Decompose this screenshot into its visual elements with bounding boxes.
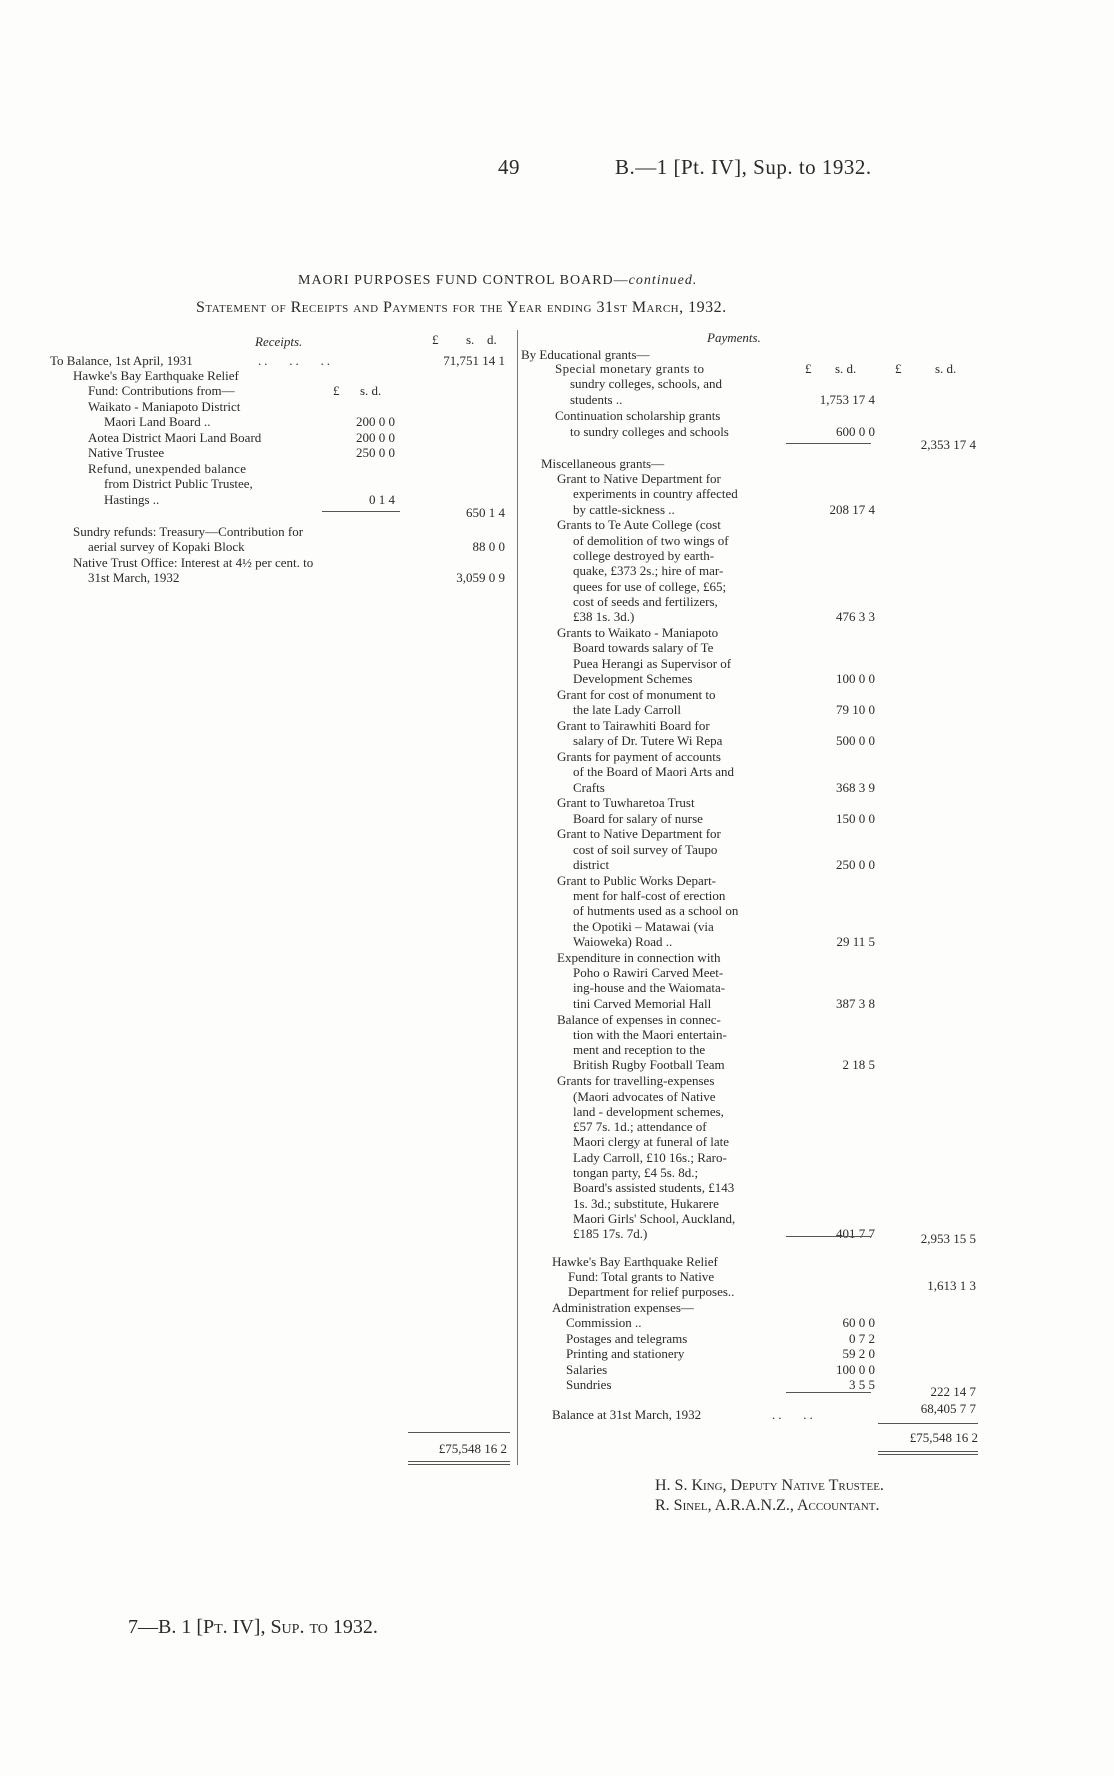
- misc-grant-11-line-9: Maori Girls' School, Auckland,: [573, 1211, 736, 1226]
- payments-special-line2: sundry colleges, schools, and: [570, 376, 723, 391]
- receipts-sundry-amount: 88 0 0: [472, 539, 505, 554]
- document-reference: B.—1 [Pt. IV], Sup. to 1932.: [615, 155, 872, 179]
- payments-edu-rule: [786, 443, 871, 444]
- payments-total-rule-bottom1: [878, 1451, 978, 1452]
- misc-grant-11-line-4: Maori clergy at funeral of late: [573, 1134, 730, 1149]
- receipts-sundry-line1: Sundry refunds: Treasury—Contribution for: [73, 524, 304, 539]
- payments-misc-rule: [786, 1236, 871, 1237]
- misc-grant-3-amount: 79 10 0: [836, 702, 875, 717]
- admin-item-3-amount: 100 0 0: [836, 1362, 875, 1377]
- title-main: MAORI PURPOSES FUND CONTROL BOARD—: [298, 273, 629, 288]
- misc-grant-5-amount: 368 3 9: [836, 780, 875, 795]
- misc-grant-1-amount: 476 3 3: [836, 609, 875, 624]
- payments-col-sd: s. d.: [835, 361, 857, 376]
- payments-cont-line2: to sundry colleges and schools: [570, 424, 729, 439]
- misc-grant-6-amount: 150 0 0: [836, 811, 875, 826]
- misc-grant-8-line-3: the Opotiki – Matawai (via: [573, 919, 714, 934]
- payments-col-sd2: s. d.: [935, 361, 957, 376]
- signature-line-1: H. S. King, Deputy Native Trustee.: [655, 1477, 884, 1494]
- receipts-waikato-amount: 200 0 0: [356, 414, 395, 429]
- receipts-balance-label: To Balance, 1st April, 1931: [50, 353, 193, 368]
- receipts-refund-line1: Refund, unexpended balance: [88, 461, 247, 476]
- misc-grant-2-line-2: Puea Herangi as Supervisor of: [573, 656, 732, 671]
- receipts-hawkes-line2: Fund: Contributions from—: [88, 383, 235, 398]
- receipts-col-s: s.: [466, 332, 475, 347]
- misc-grant-11-line-3: £57 7s. 1d.; attendance of: [573, 1119, 707, 1134]
- payments-hawkes-line2: Fund: Total grants to Native: [568, 1269, 715, 1284]
- receipts-trust-line1: Native Trust Office: Interest at 4½ per cent. to: [73, 555, 314, 570]
- page-number: 49: [498, 155, 520, 179]
- misc-grant-2-line-3: Development Schemes: [573, 671, 693, 686]
- misc-grant-7-line-0: Grant to Native Department for: [557, 826, 721, 841]
- admin-item-0-label: Commission ..: [566, 1315, 642, 1330]
- admin-item-0-amount: 60 0 0: [842, 1315, 875, 1330]
- receipts-native-trustee-amount: 250 0 0: [356, 445, 395, 460]
- misc-grant-4-amount: 500 0 0: [836, 733, 875, 748]
- document-title: [298, 273, 697, 289]
- payments-col-pound: £: [805, 361, 812, 376]
- receipts-refund-line2: from District Public Trustee,: [104, 476, 253, 491]
- misc-grant-10-line-2: ment and reception to the: [573, 1042, 706, 1057]
- payments-balance-amount: 68,405 7 7: [920, 1401, 976, 1416]
- misc-grant-1-line-4: quees for use of college, £65;: [573, 579, 727, 594]
- admin-item-4-amount: 3 5 5: [849, 1377, 875, 1392]
- receipts-total-rule-bottom1: [408, 1461, 510, 1462]
- admin-item-1-label: Postages and telegrams: [566, 1331, 688, 1346]
- payments-hawkes-amount: 1,613 1 3: [927, 1278, 976, 1293]
- payments-hawkes-line3: Department for relief purposes..: [568, 1284, 735, 1299]
- receipts-waikato-line2: Maori Land Board ..: [104, 414, 211, 429]
- payments-special-line3: students ..: [570, 392, 623, 407]
- payments-total-rule-bottom2: [878, 1454, 978, 1455]
- misc-grant-7-line-2: district: [573, 857, 610, 872]
- misc-grant-11-line-5: Lady Carroll, £10 16s.; Raro-: [573, 1150, 727, 1165]
- receipts-total-rule-top: [408, 1432, 510, 1433]
- payments-admin-heading: Administration expenses—: [552, 1300, 694, 1315]
- receipts-hawkes-line1: Hawke's Bay Earthquake Relief: [73, 368, 239, 383]
- misc-grant-11-line-2: land - development schemes,: [573, 1104, 724, 1119]
- receipts-hawkes-total: 650 1 4: [466, 505, 505, 520]
- misc-grant-11-line-6: tongan party, £4 5s. 8d.;: [573, 1165, 699, 1180]
- misc-grant-11-line-1: (Maori advocates of Native: [573, 1089, 716, 1104]
- receipts-sub-col-sd: s. d.: [360, 383, 382, 398]
- misc-grant-8-line-1: ment for half-cost of erection: [573, 888, 726, 903]
- misc-grant-0-amount: 208 17 4: [829, 502, 875, 517]
- receipts-refund-line3: Hastings ..: [104, 492, 160, 507]
- payments-grand-total: £75,548 16 2: [909, 1430, 978, 1445]
- receipts-grand-total: £75,548 16 2: [438, 1441, 507, 1456]
- payments-misc-total: 2,953 15 5: [920, 1231, 976, 1246]
- misc-grant-11-line-10: £185 17s. 7d.): [573, 1226, 648, 1241]
- misc-grant-4-line-0: Grant to Tairawhiti Board for: [557, 718, 710, 733]
- misc-grant-5-line-1: of the Board of Maori Arts and: [573, 764, 735, 779]
- misc-grant-10-line-3: British Rugby Football Team: [573, 1057, 725, 1072]
- payments-cont-line1: Continuation scholarship grants: [555, 408, 721, 423]
- misc-grant-7-amount: 250 0 0: [836, 857, 875, 872]
- misc-grant-8-line-0: Grant to Public Works Depart-: [557, 873, 717, 888]
- misc-grant-5-line-0: Grants for payment of accounts: [557, 749, 721, 764]
- misc-grant-1-line-1: of demolition of two wings of: [573, 533, 729, 548]
- receipts-sundry-line2: aerial survey of Kopaki Block: [88, 539, 245, 554]
- receipts-col-pound: £: [432, 332, 439, 347]
- receipts-refund-amount: 0 1 4: [369, 492, 395, 507]
- payments-col-pound2: £: [895, 361, 902, 376]
- misc-grant-2-amount: 100 0 0: [836, 671, 875, 686]
- receipts-col-d: d.: [487, 332, 497, 347]
- misc-grant-5-line-2: Crafts: [573, 780, 605, 795]
- misc-grant-0-line-0: Grant to Native Department for: [557, 471, 721, 486]
- misc-grant-8-amount: 29 11 5: [836, 934, 875, 949]
- receipts-sub-rule: [322, 511, 400, 512]
- misc-grant-0-line-2: by cattle-sickness ..: [573, 502, 675, 517]
- receipts-aotea-amount: 200 0 0: [356, 430, 395, 445]
- misc-grant-2-line-1: Board towards salary of Te: [573, 640, 714, 655]
- admin-item-3-label: Salaries: [566, 1362, 608, 1377]
- admin-item-1-amount: 0 7 2: [849, 1331, 875, 1346]
- payments-cont-amount: 600 0 0: [836, 424, 875, 439]
- column-divider: [517, 330, 518, 1465]
- admin-item-2-amount: 59 2 0: [842, 1346, 875, 1361]
- receipts-sub-col-pound: £: [333, 383, 340, 398]
- admin-item-4-label: Sundries: [566, 1377, 612, 1392]
- receipts-trust-line2: 31st March, 1932: [88, 570, 180, 585]
- payments-total-rule-top: [878, 1423, 978, 1424]
- receipts-total-rule-bottom2: [408, 1464, 510, 1465]
- footer-reference: 7—B. 1 [Pt. IV], Sup. to 1932.: [128, 1616, 378, 1638]
- payments-special-amount: 1,753 17 4: [819, 392, 875, 407]
- signature-line-2: R. Sinel, A.R.A.N.Z., Accountant.: [655, 1497, 880, 1514]
- payments-hawkes-line1: Hawke's Bay Earthquake Relief: [552, 1254, 718, 1269]
- receipts-heading: Receipts.: [255, 334, 303, 349]
- payments-heading: Payments.: [707, 330, 761, 345]
- misc-grant-6-line-0: Grant to Tuwharetoa Trust: [557, 795, 695, 810]
- misc-grant-1-line-5: cost of seeds and fertilizers,: [573, 594, 718, 609]
- payments-balance-label: Balance at 31st March, 1932: [552, 1407, 702, 1422]
- misc-grant-1-line-6: £38 1s. 3d.): [573, 609, 635, 624]
- payments-edu-heading: By Educational grants—: [521, 347, 650, 362]
- statement-subtitle: Statement of Receipts and Payments for the Year ending 31st March, 1932.: [196, 299, 727, 316]
- misc-grant-9-line-1: Poho o Rawiri Carved Meet-: [573, 965, 724, 980]
- payments-edu-total: 2,353 17 4: [920, 437, 976, 452]
- misc-grant-10-line-0: Balance of expenses in connec-: [557, 1012, 721, 1027]
- payments-admin-rule: [786, 1392, 871, 1393]
- misc-grant-10-line-1: tion with the Maori entertain-: [573, 1027, 727, 1042]
- misc-grant-7-line-1: cost of soil survey of Taupo: [573, 842, 718, 857]
- misc-grant-1-line-2: college destroyed by earth-: [573, 548, 715, 563]
- title-continued: continued.: [628, 273, 698, 288]
- misc-grant-8-line-4: Waioweka) Road ..: [573, 934, 673, 949]
- receipts-balance-amount: 71,751 14 1: [443, 353, 505, 368]
- misc-grant-8-line-2: of hutments used as a school on: [573, 903, 739, 918]
- misc-grant-6-line-1: Board for salary of nurse: [573, 811, 703, 826]
- misc-grant-0-line-1: experiments in country affected: [573, 486, 738, 501]
- misc-grant-1-line-3: quake, £373 2s.; hire of mar-: [573, 563, 724, 578]
- misc-grant-2-line-0: Grants to Waikato - Maniapoto: [557, 625, 719, 640]
- receipts-waikato-line1: Waikato - Maniapoto District: [88, 399, 241, 414]
- misc-grant-1-line-0: Grants to Te Aute College (cost: [557, 517, 721, 532]
- misc-grant-11-line-8: 1s. 3d.; substitute, Hukarere: [573, 1196, 719, 1211]
- receipts-trust-amount: 3,059 0 9: [456, 570, 505, 585]
- admin-item-2-label: Printing and stationery: [566, 1346, 685, 1361]
- receipts-aotea-label: Aotea District Maori Land Board: [88, 430, 262, 445]
- payments-admin-total: 222 14 7: [930, 1384, 976, 1399]
- misc-grant-3-line-0: Grant for cost of monument to: [557, 687, 716, 702]
- misc-grant-11-line-7: Board's assisted students, £143: [573, 1180, 735, 1195]
- misc-grant-9-line-3: tini Carved Memorial Hall: [573, 996, 712, 1011]
- misc-grant-10-amount: 2 18 5: [842, 1057, 875, 1072]
- misc-grant-3-line-1: the late Lady Carroll: [573, 702, 681, 717]
- misc-grant-4-line-1: salary of Dr. Tutere Wi Repa: [573, 733, 723, 748]
- payments-special-line1: Special monetary grants to: [555, 361, 705, 376]
- payments-misc-heading: Miscellaneous grants—: [541, 456, 665, 471]
- misc-grant-11-amount: 401 7 7: [836, 1226, 875, 1241]
- misc-grant-11-line-0: Grants for travelling-expenses: [557, 1073, 715, 1088]
- misc-grant-9-amount: 387 3 8: [836, 996, 875, 1011]
- misc-grant-9-line-0: Expenditure in connection with: [557, 950, 721, 965]
- receipts-native-trustee-label: Native Trustee: [88, 445, 165, 460]
- misc-grant-9-line-2: ing-house and the Waiomata-: [573, 980, 726, 995]
